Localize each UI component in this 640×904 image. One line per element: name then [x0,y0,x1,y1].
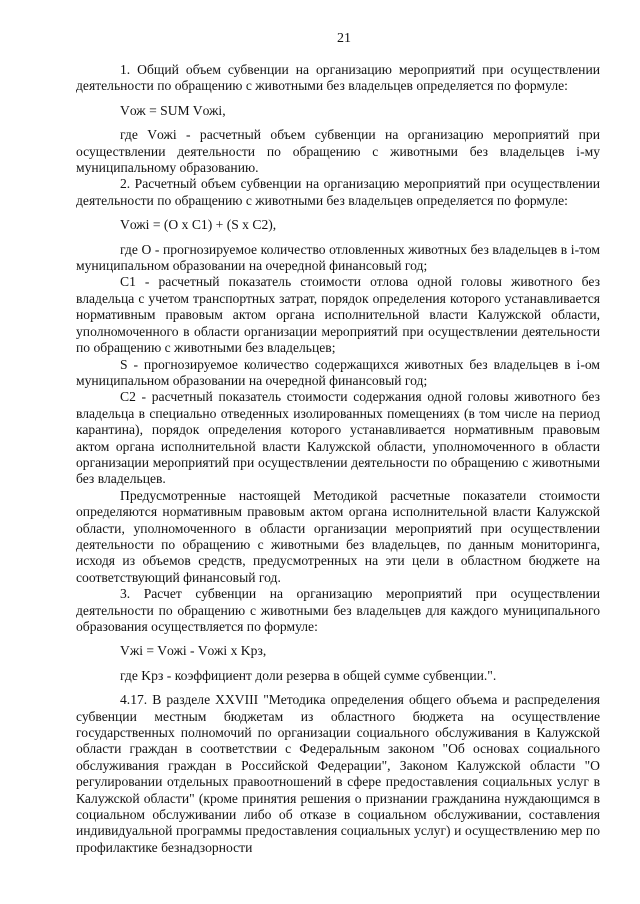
paragraph-total-subvention: 1. Общий объем субвенции на организацию мероприятий при осуществлении деятельности по обращению с животными без владельцев определяется по формуле: [76,62,600,94]
formula-estimated-subvention: Vожi = (O x C1) + (S x C2), [120,217,277,233]
paragraph-section-4-17: 4.17. В разделе XXVIII "Методика определения общего объема и распределения субвенции местным бюджетам из областного бюджета на осуществление государственных полномочий по организации социального обслуживания в Калужской области граждан в соответствии с Федеральным законом "Об основах социального обслуживания граждан в Российской Федерации", Законом Калужской области "О регулировании отдельных правоотношений в сфере предоставления социальных услуг в Калужской области" (кроме принятия решения о признании гражданина нуждающимся в социальном обслуживании либо об отказе в социальном обслуживании, составления индивидуальной программы предоставления социальных услуг) и осуществлению мер по профилактике безнадзорности [76,692,600,855]
paragraph-cost-indicators: Предусмотренные настоящей Методикой расчетные показатели стоимости определяются нормативным правовым актом органа исполнительной власти Калужской области, уполномоченного в области организации мероприятий при осуществлении деятельности по обращению с животными без владельцев, по данным мониторинга, исходя из объемов средств, предусмотренных на эти цели в областном бюджете на соответствующий финансовый год. [76,487,600,585]
paragraph-o-definition: где O - прогнозируемое количество отловленных животных без владельцев в i-том муниципальном образовании на очередной финансовый год; [76,241,600,274]
paragraph-s-definition: S - прогнозируемое количество содержащихся животных без владельцев в i-ом муниципальном образовании на очередной финансовый год; [76,356,600,388]
page-number: 21 [337,31,351,46]
paragraph-krz-definition: где Kрз - коэффициент доли резерва в общей сумме субвенции.". [120,667,497,683]
formula-municipal-subvention: Vжi = Vожi - Vожi x Kрз, [120,643,267,659]
paragraph-subvention-calculation: 3. Расчет субвенции на организацию мероприятий при осуществлении деятельности по обращению с животными без владельцев для каждого муниципального образования осуществляется по формуле: [76,586,600,634]
paragraph-estimated-subvention: 2. Расчетный объем субвенции на организацию мероприятий при осуществлении деятельности по обращению с животными без владельцев определяется по формуле: [76,176,600,208]
paragraph-vozhi-definition: где Vожi - расчетный объем субвенции на организацию мероприятий при осуществлении деятельности по обращению с животными без владельцев i-му муниципальному образованию. [76,127,600,176]
formula-total-subvention: Vож = SUM Vожi, [120,102,226,118]
paragraph-c1-definition: C1 - расчетный показатель стоимости отлова одной головы животного без владельца с учетом транспортных затрат, порядок определения которого устанавливается нормативным правовым актом органа исполнительной власти Калужской области, уполномоченного в области организации мероприятий при осуществлении деятельности по обращению с животными без владельцев; [76,274,600,356]
paragraph-c2-definition: C2 - расчетный показатель стоимости содержания одной головы животного без владельца в специально отведенных изолированных помещениях (в том числе на период карантина), порядок определения которого устанавливается нормативным правовым актом органа исполнительной власти Калужской области, уполномоченного в области организации мероприятий при осуществлении деятельности по обращению с животными без владельцев. [76,389,600,487]
